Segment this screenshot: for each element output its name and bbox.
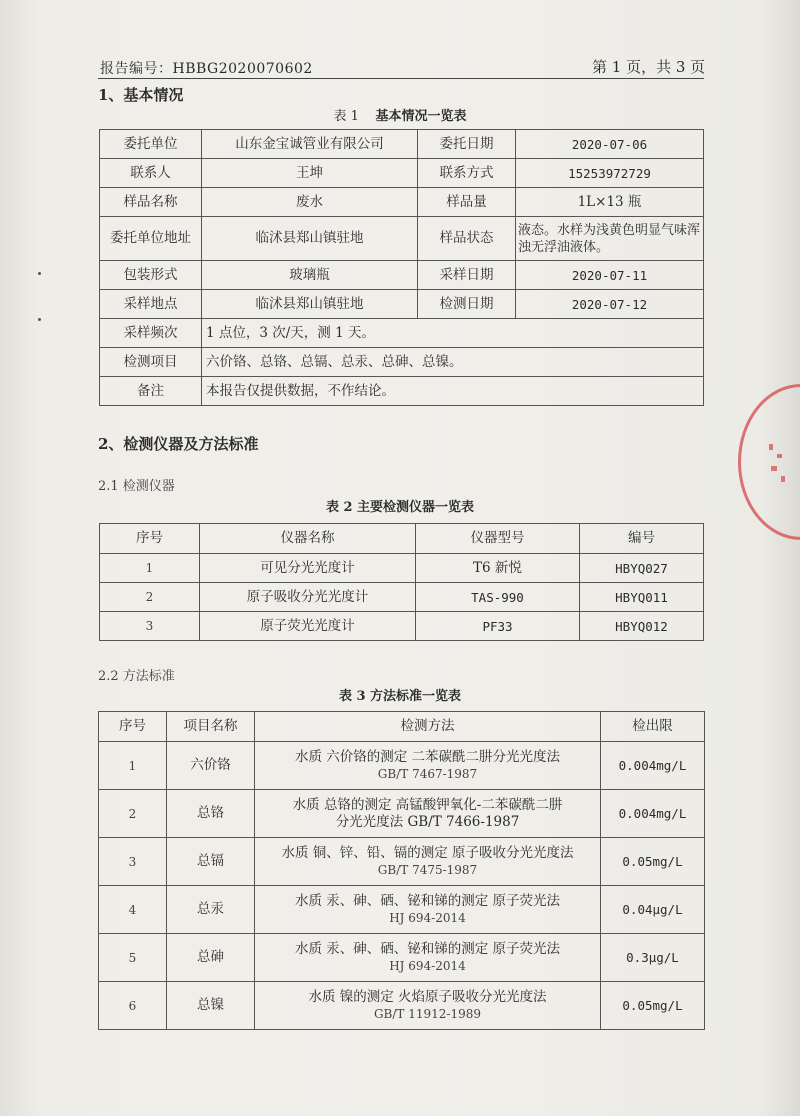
label-cell: 委托单位地址 — [100, 217, 202, 261]
label-cell: 采样日期 — [418, 261, 516, 290]
cell-no: 3 — [100, 612, 200, 641]
cell-limit: 0.3μg/L — [601, 934, 705, 982]
cell-item: 六价铬 — [167, 742, 255, 790]
cell-no: 2 — [99, 790, 167, 838]
report-number: 报告编号：HBBG2020070602 — [100, 61, 313, 77]
section-2-title: 2、检测仪器及方法标准 — [98, 435, 259, 453]
column-header: 检测方法 — [255, 712, 601, 742]
method-standard: 分光光度法 GB/T 7466-1987 — [335, 813, 520, 830]
table-row — [100, 583, 704, 612]
cell-item: 总汞 — [167, 886, 255, 934]
cell-code: HBYQ027 — [580, 554, 704, 583]
cell-limit: 0.05mg/L — [601, 838, 705, 886]
label-cell: 采样频次 — [100, 319, 202, 348]
label-cell: 样品状态 — [418, 217, 516, 261]
method-standard: GB/T 11912-1989 — [373, 1007, 482, 1021]
table-header-row — [100, 524, 704, 554]
cell-method — [255, 838, 601, 886]
value-cell: 废水 — [202, 188, 418, 217]
value-cell: 临沭县郑山镇驻地 — [202, 290, 418, 319]
table-row — [100, 290, 704, 319]
value-cell: 临沭县郑山镇驻地 — [202, 217, 418, 261]
column-header: 序号 — [100, 524, 200, 554]
label-cell: 委托日期 — [418, 130, 516, 159]
cell-model: PF33 — [416, 612, 580, 641]
method-text: 水质 铜、锌、铅、镉的测定 原子吸收分光光度法 — [281, 845, 574, 861]
value-cell: 本报告仅提供数据，不作结论。 — [202, 377, 704, 406]
cell-no: 6 — [99, 982, 167, 1030]
cell-no: 4 — [99, 886, 167, 934]
label-cell: 备注 — [100, 377, 202, 406]
table-row — [99, 838, 705, 886]
label-cell: 包装形式 — [100, 261, 202, 290]
section-1-title: 1、基本情况 — [98, 86, 184, 104]
label-cell: 联系人 — [100, 159, 202, 188]
label-cell: 检测项目 — [100, 348, 202, 377]
value-cell: 2020-07-12 — [516, 290, 704, 319]
table-row — [100, 159, 704, 188]
table-1-caption-title: 基本情况一览表 — [375, 109, 467, 124]
value-cell: 1L×13 瓶 — [516, 188, 704, 217]
cell-instrument: 原子吸收分光光度计 — [200, 583, 416, 612]
cell-item: 总镉 — [167, 838, 255, 886]
label-cell: 检测日期 — [418, 290, 516, 319]
cell-limit: 0.004mg/L — [601, 790, 705, 838]
column-header: 仪器名称 — [200, 524, 416, 554]
sample-state-cell: 液态。水样为浅黄色明显气味浑浊无浮油液体。 — [516, 217, 704, 261]
value-cell: 山东金宝诚管业有限公司 — [202, 130, 418, 159]
cell-limit: 0.004mg/L — [601, 742, 705, 790]
method-standard: HJ 694-2014 — [389, 959, 466, 973]
table-row — [100, 612, 704, 641]
cell-item: 总镍 — [167, 982, 255, 1030]
method-text: 水质 六价铬的测定 二苯碳酰二肼分光光度法 — [294, 749, 561, 765]
value-cell: 玻璃瓶 — [202, 261, 418, 290]
table-row — [99, 742, 705, 790]
table-3-caption: 表 3 方法标准一览表 — [338, 689, 462, 704]
method-text: 水质 汞、砷、硒、铋和锑的测定 原子荧光法 — [294, 941, 561, 957]
table-row — [100, 554, 704, 583]
value-cell: 1 点位，3 次/天，测 1 天。 — [202, 319, 704, 348]
table-1-caption-no: 表 1 — [333, 109, 359, 124]
value-cell: 15253972729 — [516, 159, 704, 188]
table-row — [100, 377, 704, 406]
cell-model: T6 新悦 — [416, 554, 580, 583]
method-text: 水质 镍的测定 火焰原子吸收分光光度法 — [308, 989, 547, 1005]
paper-speck — [38, 272, 41, 275]
table-row — [99, 886, 705, 934]
subsection-2-2: 2.2 方法标准 — [98, 669, 175, 684]
table-row — [100, 319, 704, 348]
cell-no: 1 — [99, 742, 167, 790]
method-standard: HJ 694-2014 — [389, 911, 466, 925]
cell-no: 2 — [100, 583, 200, 612]
value-cell: 2020-07-06 — [516, 130, 704, 159]
cell-item: 总砷 — [167, 934, 255, 982]
table-row — [100, 217, 704, 261]
table-row — [100, 188, 704, 217]
header-divider — [98, 78, 704, 79]
basic-info-table — [99, 129, 704, 406]
label-cell: 委托单位 — [100, 130, 202, 159]
method-text: 水质 汞、砷、硒、铋和锑的测定 原子荧光法 — [294, 893, 561, 909]
cell-code: HBYQ012 — [580, 612, 704, 641]
method-standard-table — [98, 711, 705, 1030]
cell-method — [255, 742, 601, 790]
label-cell: 样品量 — [418, 188, 516, 217]
table-row — [100, 261, 704, 290]
cell-instrument: 原子荧光光度计 — [200, 612, 416, 641]
cell-no: 5 — [99, 934, 167, 982]
label-cell: 采样地点 — [100, 290, 202, 319]
column-header: 仪器型号 — [416, 524, 580, 554]
method-standard: GB/T 7475-1987 — [377, 863, 478, 877]
column-header: 项目名称 — [167, 712, 255, 742]
cell-instrument: 可见分光光度计 — [200, 554, 416, 583]
label-cell: 联系方式 — [418, 159, 516, 188]
cell-method — [255, 886, 601, 934]
subsection-2-1: 2.1 检测仪器 — [98, 479, 175, 494]
table-row — [99, 934, 705, 982]
table-row — [100, 130, 704, 159]
table-row — [99, 790, 705, 838]
cell-model: TAS-990 — [416, 583, 580, 612]
method-standard: GB/T 7467-1987 — [377, 767, 478, 781]
paper-speck — [38, 318, 41, 321]
column-header: 序号 — [99, 712, 167, 742]
cell-item: 总铬 — [167, 790, 255, 838]
column-header: 检出限 — [601, 712, 705, 742]
instrument-table — [99, 523, 704, 641]
cell-no: 3 — [99, 838, 167, 886]
cell-code: HBYQ011 — [580, 583, 704, 612]
value-cell: 六价铬、总铬、总镉、总汞、总砷、总镍。 — [202, 348, 704, 377]
table-row — [99, 982, 705, 1030]
column-header: 编号 — [580, 524, 704, 554]
seal-marks — [765, 440, 793, 490]
cell-no: 1 — [100, 554, 200, 583]
table-1-caption — [0, 105, 800, 124]
method-text: 水质 总铬的测定 高锰酸钾氧化-二苯碳酰二肼 — [292, 796, 563, 813]
cell-method — [255, 982, 601, 1030]
cell-limit: 0.04μg/L — [601, 886, 705, 934]
value-cell: 2020-07-11 — [516, 261, 704, 290]
cell-method — [255, 790, 601, 838]
page-number: 第 1 页，共 3 页 — [592, 58, 706, 76]
value-cell: 王坤 — [202, 159, 418, 188]
label-cell: 样品名称 — [100, 188, 202, 217]
table-2-caption: 表 2 主要检测仪器一览表 — [325, 500, 475, 515]
table-header-row — [99, 712, 705, 742]
cell-limit: 0.05mg/L — [601, 982, 705, 1030]
table-row — [100, 348, 704, 377]
cell-method — [255, 934, 601, 982]
